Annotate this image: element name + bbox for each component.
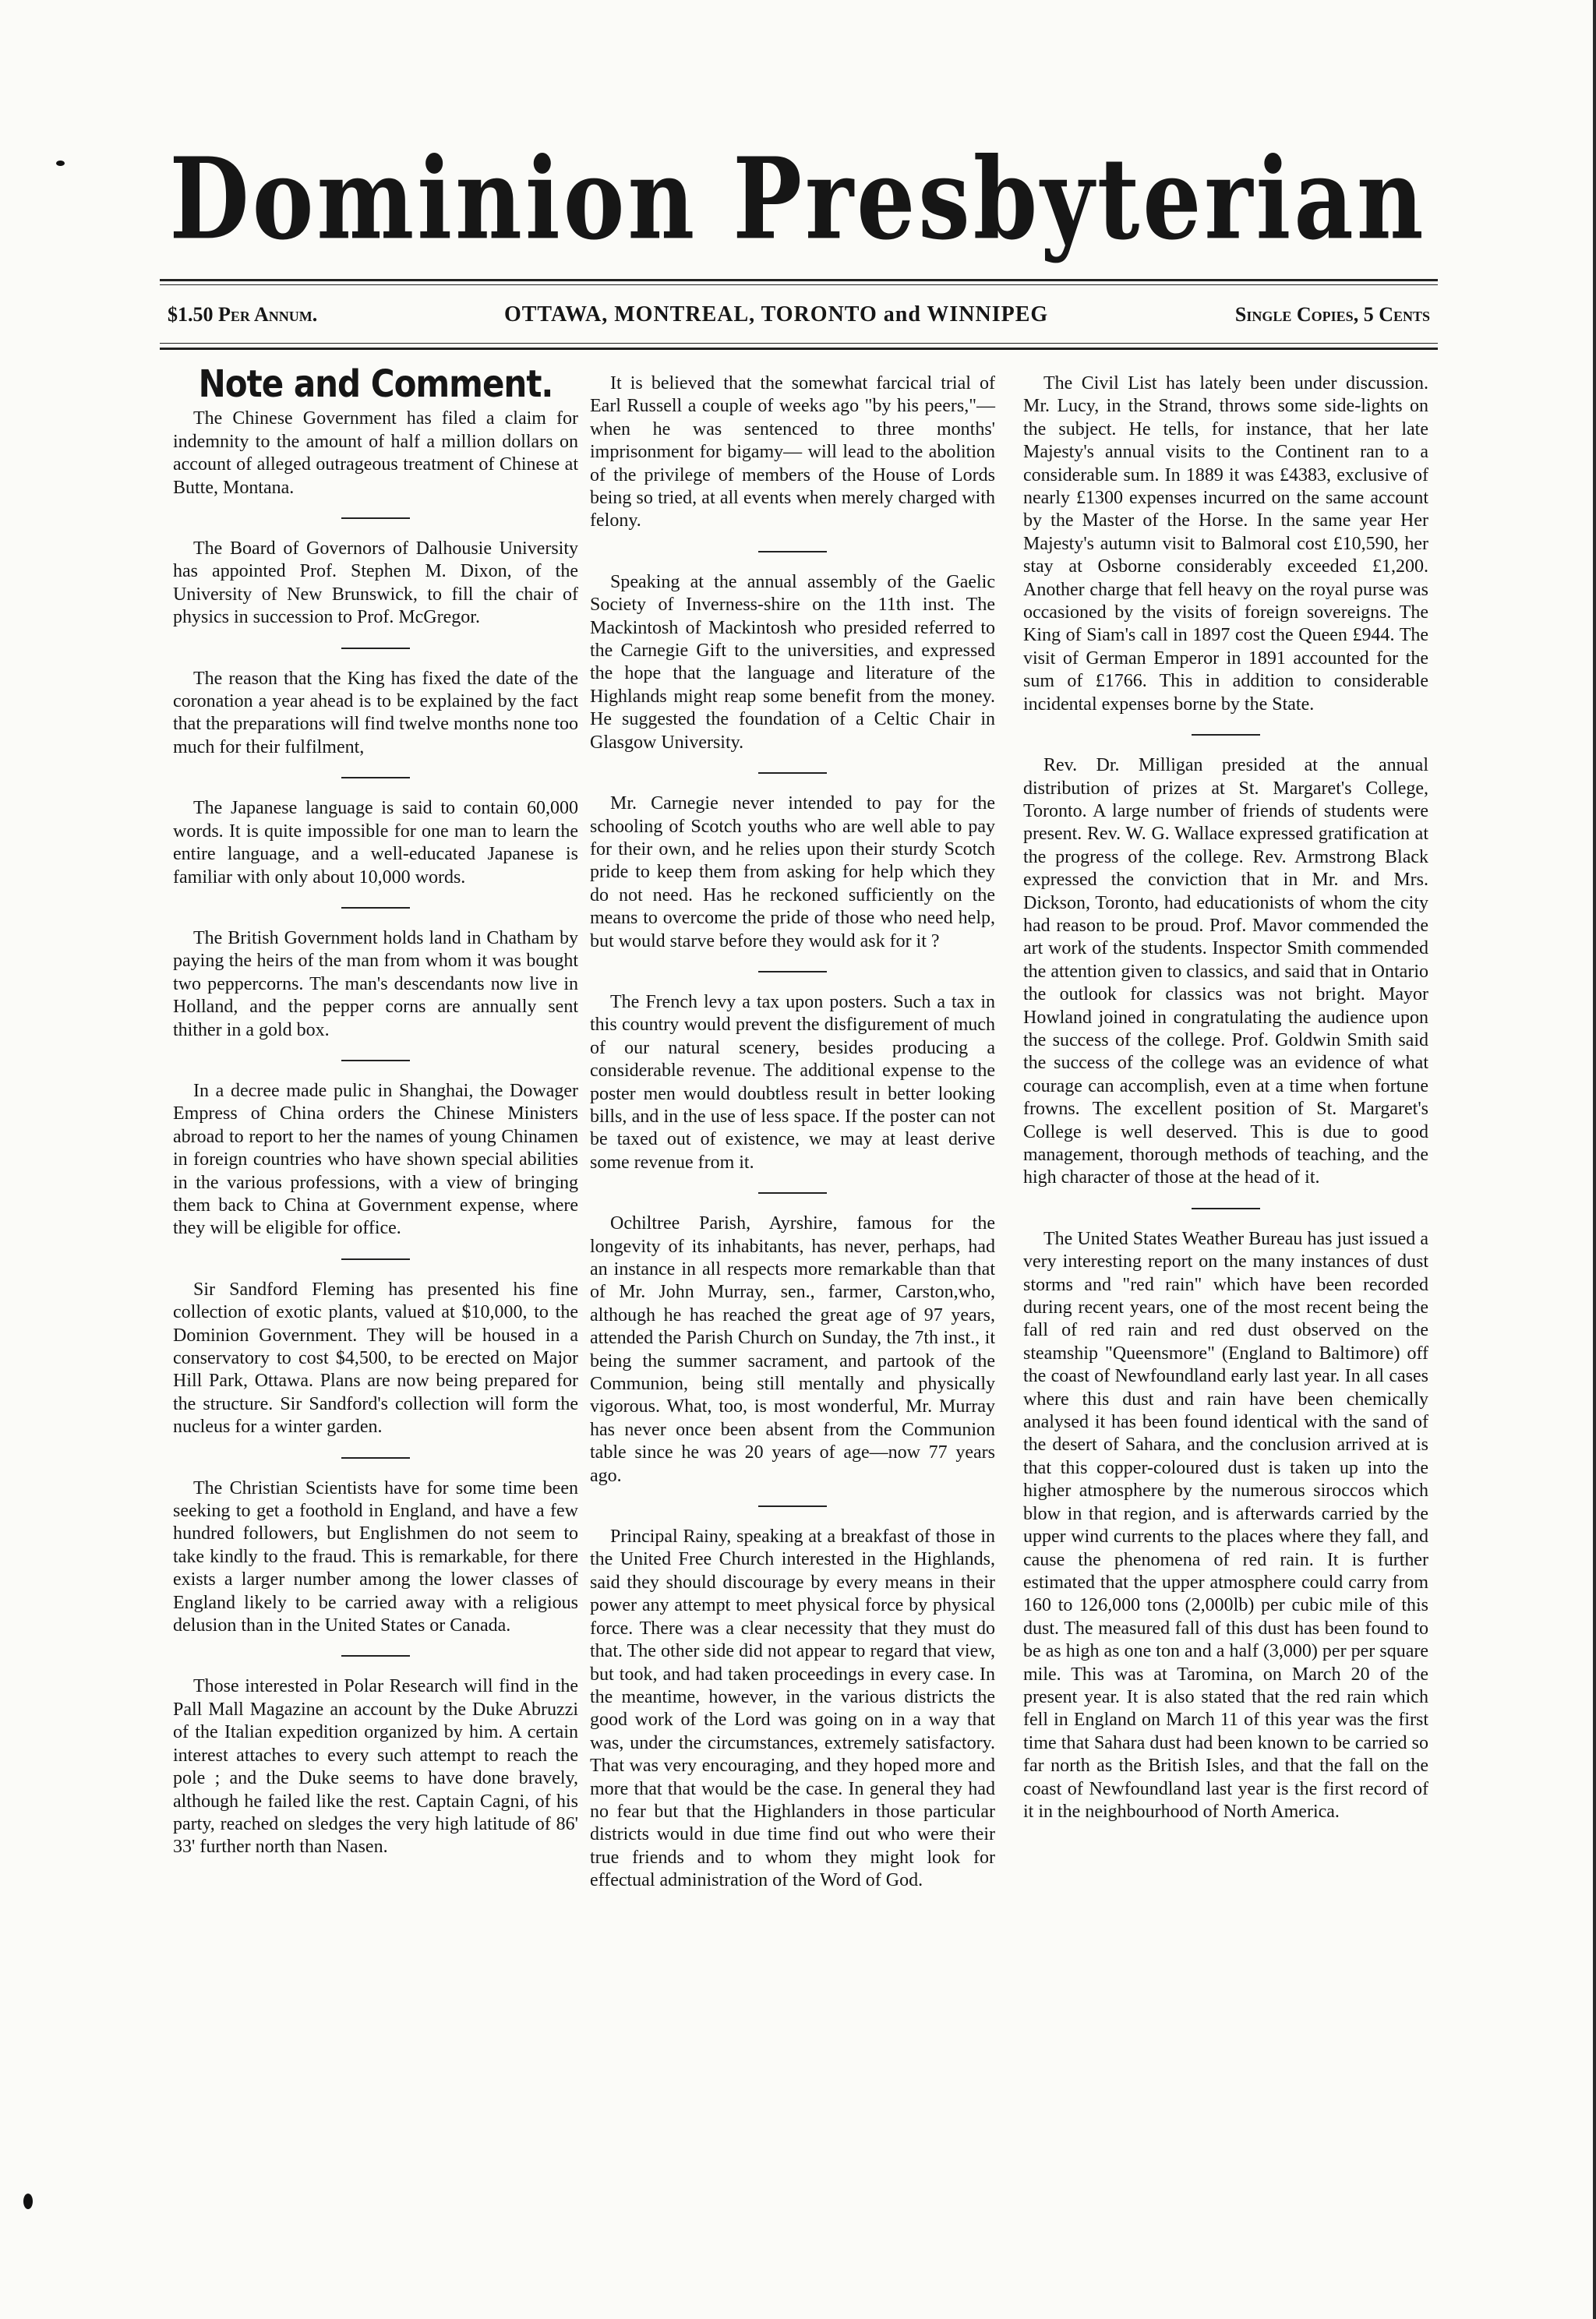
article-paragraph: The Civil List has lately been under discussion. Mr. Lucy, in the Strand, throws some side-lights on the subject. He tells, for instance, that her late Majesty's annual visits to the Continent ran to a considerable sum. In 1889 it was £4383, exclusive of nearly £1300 expenses incurred on the same account by the Master of the Horse. In the same year Her Majesty's autumn visit to Balmoral cost £10,590, her stay at Osborne considerably exceeded £1,200. Another charge that fell heavy on the royal purse was occasioned by the visits of foreign sovereigns. The King of Siam's call in 1897 cost the Queen £944. The visit of German Emperor in 1891 accounted for the sum of £1766. This in addition to considerable incidental expenses borne by the State. [1023,373,1428,715]
article-paragraph: The Board of Governors of Dalhousie University has appointed Prof. Stephen M. Dixon, of the University of New Brunswick, to fill the chair of physics in succession to Prof. McGregor. [173,538,578,628]
article-separator [341,777,410,778]
article-paragraph: The Chinese Government has filed a claim for indemnity to the amount of half a million dollars on account of alleged outrageous treatment of Chinese at Butte, Montana. [173,408,578,498]
publication-cities: OTTAWA, MONTREAL, TORONTO and WINNIPEG [503,302,1049,326]
article-separator [758,772,827,774]
article-separator [341,1060,410,1061]
article-paragraph: Ochiltree Parish, Ayrshire, famous for the longevity of its inhabitants, has never, perhaps, had an instance in all respects more remarkable than that of Mr. John Murray, sen., farmer, Carston,who, although he has reached the great age of 97 years, attended the Parish Church on Sunday, the 7th inst., it being the summer sacrament, and partook of the Communion, being still mentally and physically vigorous. What, too, is most wonderful, Mr. Murray has never once been absent from the Communion table since he was 20 years of age—now 77 years ago. [590,1213,995,1486]
article-paragraph: Those interested in Polar Research will find in the Pall Mall Magazine an account by the Duke Abruzzi of the Italian expedition organized by him. A certain interest attaches to every such attempt to reach the pole ; and the Duke seems to have done bravely, although he failed like the rest. Captain Cagni, of his party, reached on sledges the very high latitude of 86' 33' further north than Nasen. [173,1676,578,1858]
article-paragraph: The Christian Scientists have for some time been seeking to get a foothold in England, and have a few hundred followers, but Englishmen do not seem to take kindly to the fraud. This is remarkable, for there exists a larger number among the lower classes of England likely to be carried away with a religious delusion than in the United States or Canada. [173,1477,578,1636]
column-2 [590,372,995,1893]
article-separator [341,1457,410,1459]
masthead [0,132,1596,265]
article-paragraph: Speaking at the annual assembly of the Gaelic Society of Inverness-shire on the 11th inst. The Mackintosh of Mackintosh who presided referred to the Carnegie Gift to the universities, and expressed the hope that the language and literature of the Highlands might reap some benefit from the money. He suggested the foundation of a Celtic Chair in Glasgow University. [590,571,995,753]
article-paragraph: In a decree made pulic in Shanghai, the Dowager Empress of China orders the Chinese Ministers abroad to report to her the names of young Chinamen in foreign countries who have shown special abilities in the various professions, with a view of bringing them back to China at Government expense, where they will be eligible for office. [173,1080,578,1239]
article-paragraph: Rev. Dr. Milligan presided at the annual distribution of prizes at St. Margaret's College, Toronto. A large number of friends of students were present. Rev. W. G. Wallace expressed gratification at the progress of the college. Rev. Armstrong Black expressed the conviction that in Mr. and Mrs. Dickson, Toronto, had educationists of whom the city had reason to be proud. Prof. Mavor commended the art work of the students. Inspector Smith commended the attention given to classics, and said that in Ontario the outlook for classics was not bright. Mayor Howland joined in congratulating the audience upon the success of the college. Prof. Goldwin Smith said the success of the college was an evidence of what courage can accomplish, even at a time when fortune frowns. The excellent position of St. Margaret's College is well deserved. This is due to good management, thorough methods of teaching, and the high character of those at the head of it. [1023,755,1428,1188]
article-separator [1192,734,1260,736]
article-separator [341,907,410,909]
article-paragraph: The British Government holds land in Chatham by paying the heirs of the man from whom it was bought two peppercorns. The man's descendants now live in Holland, and the pepper corns are annually sent thither in a gold box. [173,927,578,1040]
article-separator [1192,1208,1260,1209]
masthead-rule [160,279,1438,281]
article-separator [758,551,827,552]
article-paragraph: The reason that the King has fixed the date of the coronation a year ahead is to be explained by the fact that the preparations will find twelve months none too much for their fulfilment, [173,668,578,757]
article-paragraph: The United States Weather Bureau has just issued a very interesting report on the many instances of dust storms and "red rain" which have been recorded during recent years, one of the most recent being the fall of red rain and red dust observed on the steamship "Queensmore" (England to Baltimore) off the coast of Newfoundland early last year. In all cases where this dust and rain have been chemically analysed it has been found identical with the sand of the desert of Sahara, and the conclusion arrived at is that this copper-coloured dust is taken up into the higher atmosphere by the numerous siroccos which blow in that region, and is afterwards carried by the upper wind currents to the places where they fall, and cause the phenomena of red rain. It is further estimated that the upper atmosphere could carry from 160 to 126,000 tons (2,000lb) per cubic mile of this dust. The measured fall of this dust has been found to be as high as one ton and a half (3,000) per per square mile. This was at Taromina, on March 20 of the present year. It is also stated that the red rain which fell in England on March 11 of this year was the first time that Sahara dust had been known to be carried so far north as the British Isles, and that the fall on the coast of Newfoundland last year is the first record of it in the neighbourhood of North America. [1023,1228,1428,1822]
column-1 [173,362,578,1859]
article-separator [341,1258,410,1260]
masthead-rule [160,343,1438,344]
section-heading: Note and Comment. [198,362,553,406]
article-paragraph: The French levy a tax upon posters. Such a tax in this country would prevent the disfigurement of much of our natural scenery, besides producing a considerable revenue. The additional expense to the poster men would doubtless result in better looking bills, and in the use of less space. If the poster can not be taxed out of existence, we may at least derive some revenue from it. [590,991,995,1173]
article-separator [341,517,410,519]
article-separator [758,1505,827,1507]
article-separator [758,971,827,972]
article-separator [341,1655,410,1657]
column-3 [1023,372,1428,1823]
ink-speck [23,2194,33,2209]
article-paragraph: Mr. Carnegie never intended to pay for the schooling of Scotch youths who are well able to pay for their own, and he relies upon their sturdy Scotch pride to keep them from asking for help which they do not need. Has he reckoned sufficiently on the means to overcome the pride of those who need help, but would starve before they would ask for it ? [590,793,995,951]
subscription-price: $1.50 Per Annum. [168,303,318,326]
article-paragraph: Sir Sandford Fleming has presented his fine collection of exotic plants, valued at $10,000, to the Dominion Government. They will be housed in a conservatory to cost $4,500, to be erected on Major Hill Park, Ottawa. Plans are now being prepared for the structure. Sir Sandford's collection will form the nucleus for a winter garden. [173,1279,578,1438]
article-paragraph: It is believed that the somewhat farcical trial of Earl Russell a couple of weeks ago "by his peers,"— when he was sentenced to three months' imprisonment for bigamy— will lead to the abolition of the privilege of members of the House of Lords being so tried, at all events when merely charged with felony. [590,373,995,531]
masthead-rule [160,348,1438,350]
masthead-rule [160,284,1438,285]
article-paragraph: The Japanese language is said to contain 60,000 words. It is quite impossible for one man to learn the entire language, and a well-educated Japanese is familiar with only about 10,000 words. [173,798,578,888]
masthead-info-bar [168,302,1430,327]
newspaper-title: Dominion Presbyterian [169,132,1427,265]
article-paragraph: Principal Rainy, speaking at a breakfast of those in the United Free Church interested in the Highlands, said they should discourage by every means in their power any attempt to meet physical force by physical force. There was a clear necessity that they must do that. The other side did not appear to regard that view, but took, and had taken proceedings in every case. In the meantime, however, in the various districts the good work of the Lord was going on in a way that was, under the circumstances, extremely satisfactory. That was very encouraging, and they hoped more and more that that would be the case. In general they had no fear but that the Highlanders in those particular districts would in due time find out who were their true friends and to whom they might look for effectual administration of the Word of God. [590,1527,995,1891]
single-copy-price: Single Copies, 5 Cents [1234,303,1430,326]
article-separator [341,648,410,649]
article-separator [758,1192,827,1194]
